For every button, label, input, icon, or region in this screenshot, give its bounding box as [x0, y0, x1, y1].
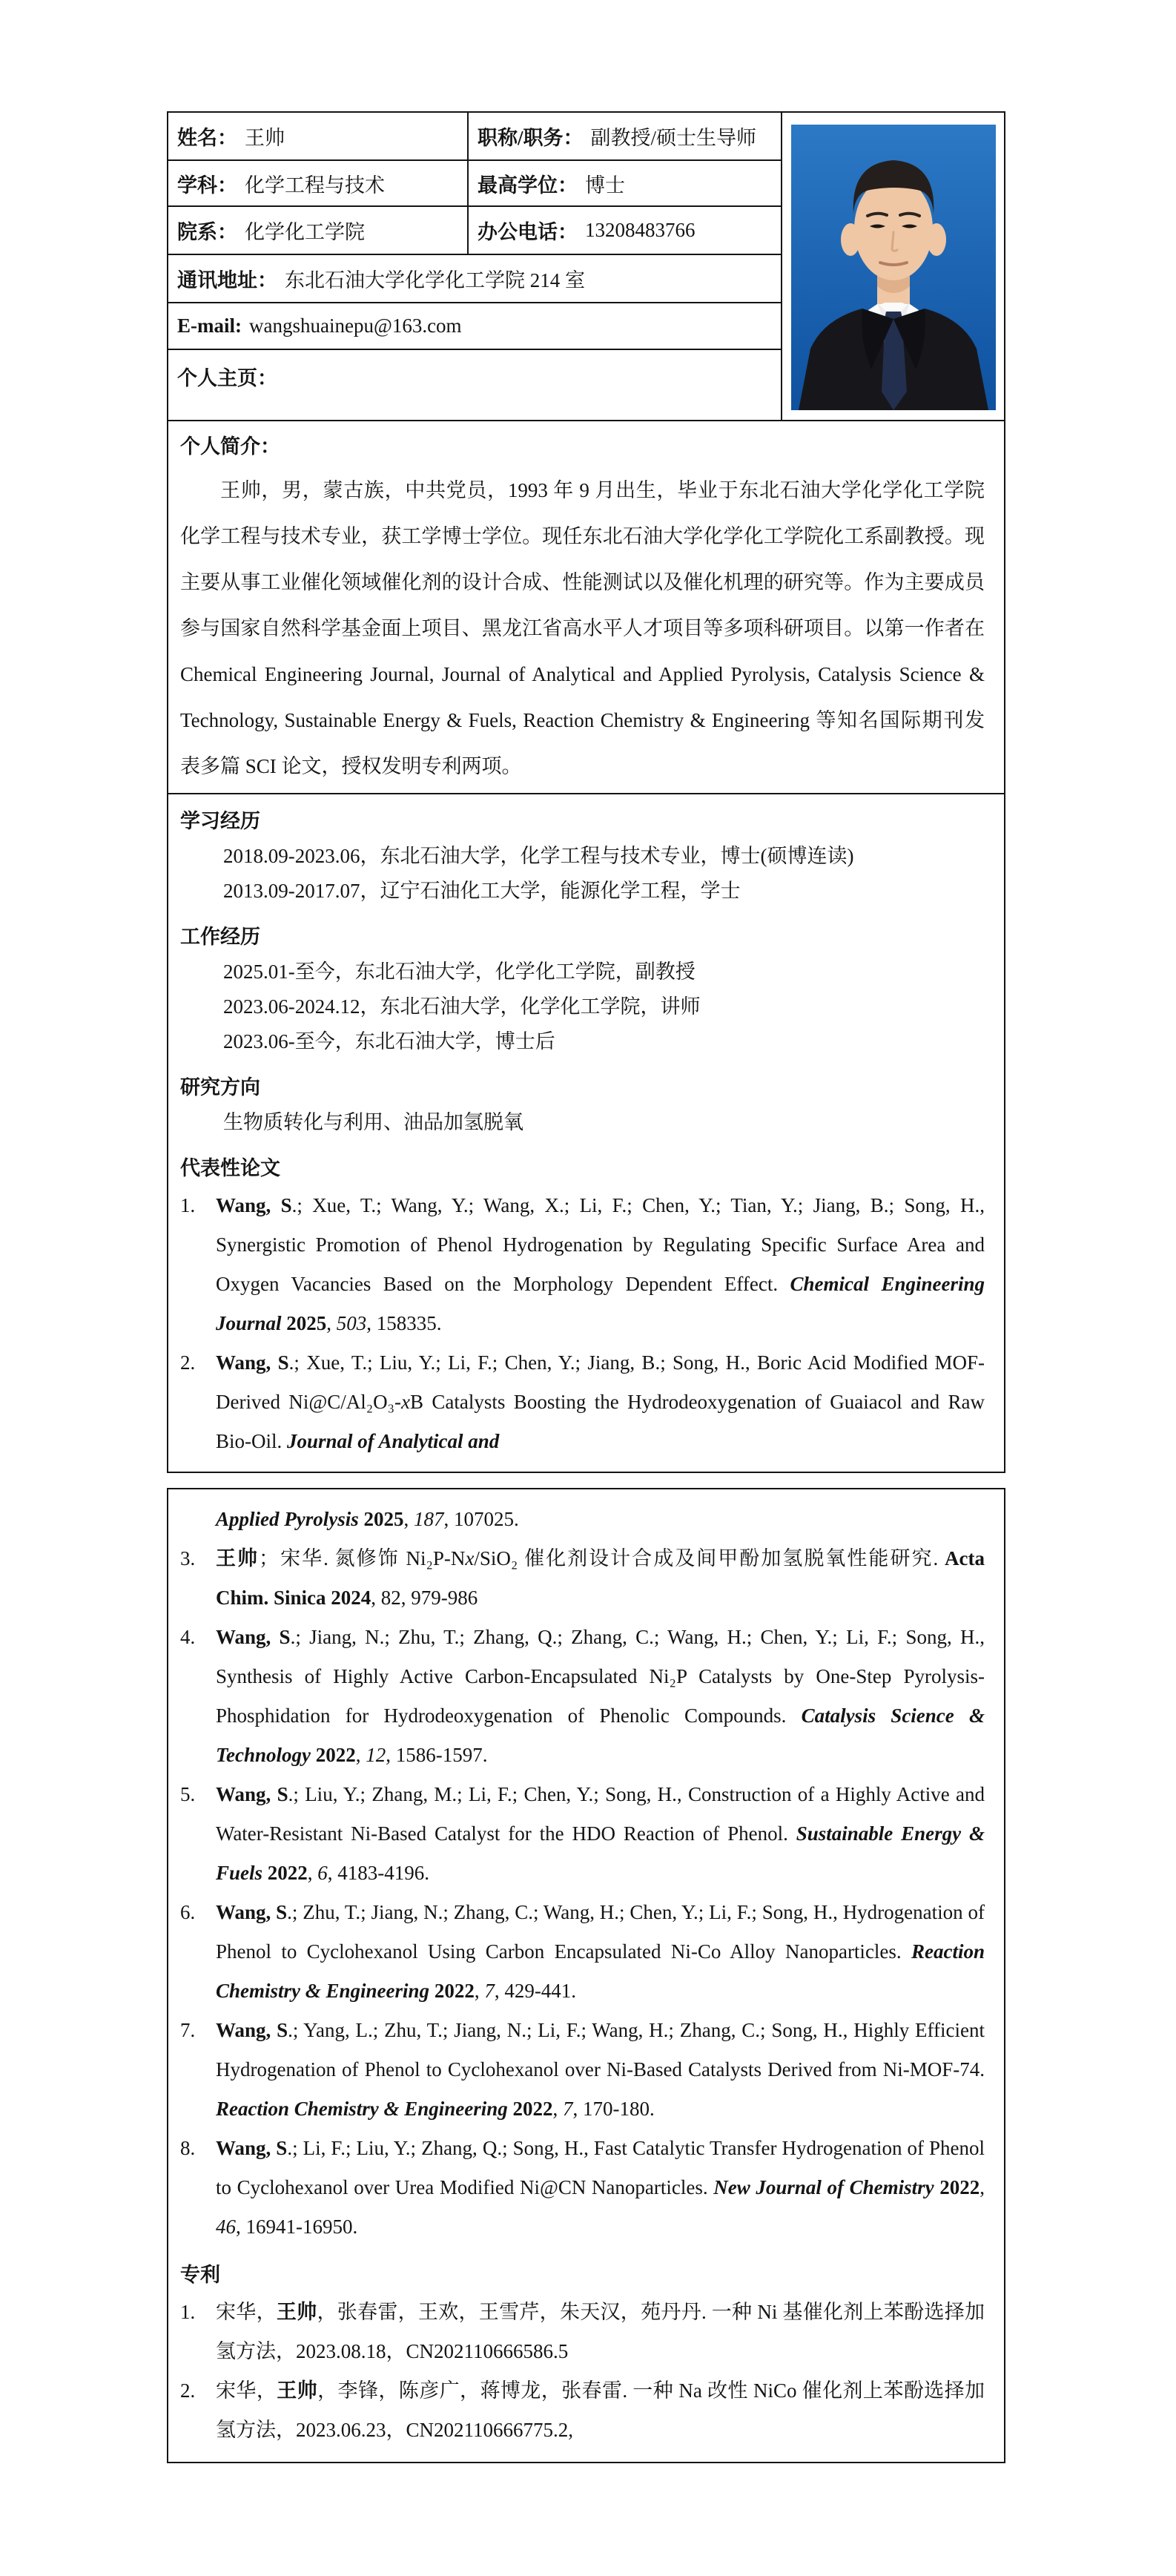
text-segment: Reaction Chemistry & Engineering [216, 1940, 985, 2002]
field-address-label: 通讯地址： [177, 269, 277, 291]
list-item [180, 2011, 985, 2129]
field-name-label: 姓名： [177, 127, 237, 149]
text-segment: , [307, 1862, 318, 1884]
list-item: 2018.09-2023.06，东北石油大学，化学工程与技术专业，博士(硕博连读) [223, 845, 854, 867]
publications-list-part1 [180, 1186, 985, 1461]
text-segment: Wang, S [216, 1351, 289, 1374]
list-item-number: 5. [180, 1783, 196, 1805]
list-item [180, 1186, 985, 1343]
text-segment: Journal of Analytical and [287, 1430, 500, 1452]
text-segment: , 107025. [443, 1508, 519, 1530]
field-title [469, 113, 782, 161]
list-item [180, 1539, 985, 1618]
field-department [168, 207, 469, 255]
field-discipline-value: 化学工程与技术 [245, 174, 385, 197]
text-segment: 12 [366, 1744, 386, 1766]
text-segment: , [474, 1980, 485, 2002]
profile-info-table [167, 111, 1005, 421]
research-heading: 研究方向 [180, 1076, 260, 1098]
education-heading: 学习经历 [180, 810, 260, 832]
list-item-number: 6. [180, 1901, 196, 1923]
education-list [180, 839, 985, 909]
text-segment: 宋华， [216, 2301, 277, 2323]
text-segment: , [403, 1508, 414, 1530]
text-segment: 6 [317, 1862, 328, 1884]
research-list [180, 1105, 985, 1140]
text-segment: 2022 [262, 1862, 308, 1884]
text-segment: /SiO₂ 催化剂设计合成及间甲酚加氢脱氧性能研究. [474, 1547, 945, 1569]
list-item-number: 7. [180, 2019, 196, 2041]
text-segment: x [401, 1391, 411, 1413]
experience-section [167, 793, 1005, 1473]
text-segment: x [465, 1547, 475, 1569]
portrait-photo-cell [782, 113, 1004, 420]
text-segment: Chemical Engineering Journal [216, 1273, 985, 1334]
field-degree-label: 最高学位： [478, 174, 578, 197]
field-homepage-label: 个人主页： [177, 367, 277, 389]
text-segment: , 158335. [366, 1312, 442, 1334]
list-item [180, 1343, 985, 1461]
text-segment: .; Xue, T.; Wang, Y.; Wang, X.; Li, F.; Chen, Y.; Tian, Y.; Jiang, B.; Song, H., Synergistic Promotion of Phenol Hydrogenation by Regulating Specific Surface Area and Oxygen Vacancies Based on the Morphology Dependent Effect. [216, 1194, 985, 1295]
text-segment: Reaction Chemistry & Engineering [216, 2098, 508, 2120]
bio-heading: 个人简介： [180, 435, 280, 458]
text-segment: Wang, S [216, 1901, 288, 1923]
text-segment: .; Li, F.; Liu, Y.; Zhang, Q.; Song, H., Fast Catalytic Transfer Hydrogenation of Phenol to Cyclohexanol over Urea Modified Ni@CN Nanoparticles. [216, 2137, 985, 2198]
text-segment: B Catalysts Boosting the Hydrodeoxygenation of Guaiacol and Raw Bio-Oil. [216, 1391, 985, 1452]
list-item: 生物质转化与利用、油品加氢脱氧 [223, 1111, 523, 1133]
list-item [180, 1893, 985, 2011]
text-segment: 2022 [507, 2098, 553, 2120]
patents-heading: 专利 [180, 2264, 220, 2286]
field-department-label: 院系： [177, 221, 237, 243]
publications-heading: 代表性论文 [180, 1157, 280, 1179]
field-address-value: 东北石油大学化学化工学院 214 室 [285, 269, 585, 291]
text-segment: , 16941-16950. [236, 2216, 358, 2238]
bio-paragraph: 王帅，男，蒙古族，中共党员，1993 年 9 月出生，毕业于东北石油大学化学化工学院化学工程与技术专业，获工学博士学位。现任东北石油大学化学化工学院化工系副教授。现主要从事工业催化领域催化剂的设计合成、性能测试以及催化机理的研究等。作为主要成员参与国家自然科学基金面上项目、黑龙江省高水平人才项目等多项科研项目。以第一作者在 Chemical Engineering Journal, Journal of Analytical and Applied Pyrolysis, Catalysis Science & Technology, Sustainable Energy & Fuels, Reaction Chemistry & Engineering 等知名国际期刊发表多篇 SCI 论文，授权发明专利两项。 [180, 479, 985, 777]
text-segment: 2025 [358, 1508, 404, 1530]
text-segment: 7 [484, 1980, 495, 2002]
text-segment: 503 [336, 1312, 367, 1334]
list-item-number: 4. [180, 1626, 196, 1648]
patents-list [180, 2293, 985, 2450]
text-segment: , 170-180. [572, 2098, 655, 2120]
text-segment: , 4183-4196. [327, 1862, 430, 1884]
publications-list-part2 [180, 1539, 985, 2247]
text-segment: .; Jiang, N.; Zhu, T.; Zhang, Q.; Zhang, C.; Wang, H.; Chen, Y.; Li, F.; Song, H., Synthesis of Highly Active Carbon-Encapsulated Ni₂P Catalysts by One-Step Pyrolysis-Phosphidation for Hydrodeoxygenation of Phenolic Compounds. [216, 1626, 985, 1727]
list-item: 2023.06-至今，东北石油大学，博士后 [223, 1030, 555, 1053]
text-segment: , 1586-1597. [386, 1744, 488, 1766]
list-item-number: 2. [180, 2379, 196, 2402]
list-item: 2023.06-2024.12，东北石油大学，化学化工学院，讲师 [223, 995, 701, 1018]
work-list [180, 955, 985, 1059]
field-title-value: 副教授/硕士生导师 [590, 127, 757, 149]
text-segment: 2022 [429, 1980, 475, 2002]
field-title-label: 职称/职务： [478, 127, 584, 149]
field-phone [469, 207, 782, 255]
bio-section [167, 420, 1005, 803]
field-discipline-label: 学科： [177, 174, 237, 197]
text-segment: .; Xue, T.; Liu, Y.; Li, F.; Chen, Y.; Jiang, B.; Song, H., Boric Acid Modified MOF-Derived Ni@C/Al₂O₃- [216, 1351, 985, 1413]
list-item [180, 2371, 985, 2450]
text-segment: 187 [413, 1508, 444, 1530]
text-segment: .; Liu, Y.; Zhang, M.; Li, F.; Chen, Y.; Song, H., Construction of a Highly Active and Water-Resistant Ni-Based Catalyst for the HDO Reaction of Phenol. [216, 1783, 985, 1845]
text-segment: Wang, S [216, 1783, 288, 1805]
text-segment: .; Zhu, T.; Jiang, N.; Zhang, C.; Wang, H.; Chen, Y.; Li, F.; Song, H., Hydrogenation of Phenol to Cyclohexanol Using Carbon Encapsulated Ni-Co Alloy Nanoparticles. [216, 1901, 985, 1963]
publications-patents-section [167, 1488, 1005, 2463]
text-segment: 王帅 [216, 1547, 260, 1569]
text-segment: New Journal of Chemistry [713, 2176, 934, 2198]
field-phone-label: 办公电话： [478, 221, 578, 243]
publication-continuation-line [180, 1500, 985, 1539]
text-segment: Wang, S [216, 2137, 288, 2159]
field-discipline [168, 161, 469, 207]
field-degree [469, 161, 782, 207]
field-email-value: wangshuainepu@163.com [249, 314, 462, 337]
list-item [180, 1618, 985, 1775]
text-segment: 2022 [311, 1744, 356, 1766]
text-segment: ，张春雷，王欢，王雪芹，朱天汉，苑丹丹. 一种 Ni 基催化剂上苯酚选择加氢方法，2023.08.18，CN202110666586.5 [216, 2301, 985, 2362]
text-segment: 王帅 [277, 2379, 318, 2402]
text-segment: 王帅 [276, 2301, 317, 2323]
text-segment: , 429-441. [494, 1980, 577, 2002]
field-name [168, 113, 469, 161]
work-heading: 工作经历 [180, 926, 260, 948]
list-item [180, 2129, 985, 2247]
text-segment: ，李锋，陈彦广，蒋博龙，张春雷. 一种 Na 改性 NiCo 催化剂上苯酚选择加氢方法，2023.06.23，CN202110666775.2, [216, 2379, 985, 2441]
text-segment: 2022 [934, 2176, 980, 2198]
list-item: 2013.09-2017.07，辽宁石油化工大学，能源化学工程，学士 [223, 880, 741, 902]
text-segment: 7 [563, 2098, 573, 2120]
text-segment: , 82, 979-986 [371, 1587, 478, 1609]
field-address [168, 255, 782, 303]
list-item-number: 3. [180, 1547, 196, 1569]
field-homepage [168, 350, 782, 420]
text-segment: Catalysis Science & Technology [216, 1704, 985, 1766]
field-phone-value: 13208483766 [585, 219, 696, 241]
text-segment: Applied Pyrolysis [216, 1508, 359, 1530]
portrait-photo [791, 125, 996, 410]
text-segment: Wang, S [216, 2019, 288, 2041]
field-degree-value: 博士 [585, 174, 625, 197]
list-item-number: 1. [180, 2301, 196, 2323]
list-item-number: 2. [180, 1351, 196, 1374]
text-segment: Acta Chim. Sinica 2024 [216, 1547, 985, 1609]
field-name-value: 王帅 [245, 127, 285, 149]
list-item [180, 2293, 985, 2371]
text-segment: ；宋华. 氮修饰 Ni₂P-N [259, 1547, 466, 1569]
text-segment: 宋华， [216, 2379, 277, 2402]
text-segment: , [552, 2098, 564, 2120]
text-segment: , [326, 1312, 337, 1334]
text-segment: .; Yang, L.; Zhu, T.; Jiang, N.; Li, F.; Wang, H.; Zhang, C.; Song, H., Highly Efficient Hydrogenation of Phenol to Cyclohexanol over Ni-Based Catalysts Derived from Ni-MOF-74. [216, 2019, 985, 2081]
text-segment: , [355, 1744, 366, 1766]
list-item-number: 1. [180, 1194, 196, 1216]
field-department-value: 化学化工学院 [245, 221, 365, 243]
field-email-label: E-mail: [177, 314, 242, 337]
list-item: 2025.01-至今，东北石油大学，化学化工学院，副教授 [223, 961, 696, 983]
text-segment: 2025 [281, 1312, 327, 1334]
text-segment: , [980, 2176, 985, 2198]
list-item-number: 8. [180, 2137, 196, 2159]
text-segment: Wang, S [216, 1626, 291, 1648]
text-segment: Wang, S [216, 1194, 292, 1216]
text-segment: 46 [216, 2216, 236, 2238]
field-email [168, 303, 782, 350]
text-segment: Sustainable Energy & Fuels [216, 1822, 985, 1884]
list-item [180, 1775, 985, 1893]
